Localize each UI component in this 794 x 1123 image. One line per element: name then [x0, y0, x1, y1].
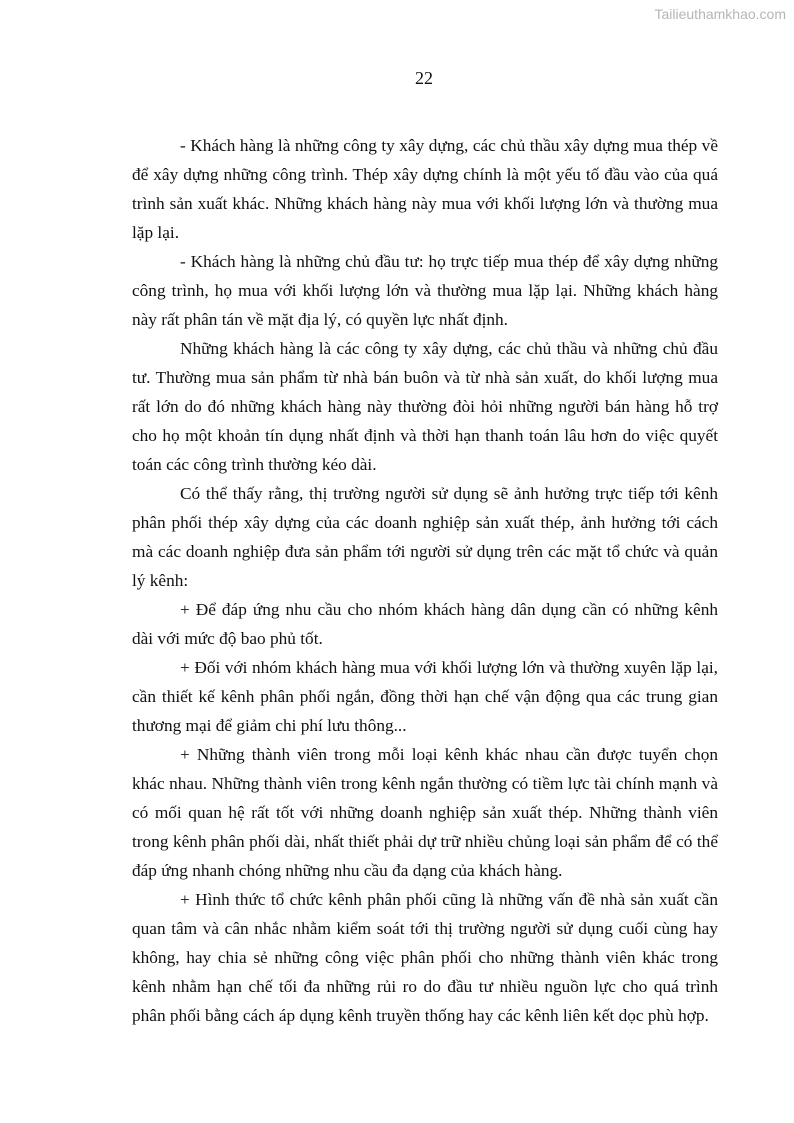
paragraph: - Khách hàng là những chủ đầu tư: họ trực tiếp mua thép để xây dựng những công trình, họ mua với khối lượng lớn và thường mua lặp lại. Những khách hàng này rất phân tán về mặt địa lý, có quyền lực nhất định.	[132, 252, 718, 329]
paragraph: + Hình thức tổ chức kênh phân phối cũng là những vấn đề nhà sản xuất cần quan tâm và cân nhắc nhằm kiểm soát tới thị trường người sử dụng cuối cùng hay không, hay chia sẻ những công việc phân phối cho những thành viên khác trong kênh nhằm hạn chế tối đa những rủi ro do đầu tư nhiều nguồn lực cho quá trình phân phối bằng cách áp dụng kênh truyền thống hay các kênh liên kết dọc phù hợp.	[132, 890, 718, 1025]
paragraph: Có thể thấy rằng, thị trường người sử dụng sẽ ảnh hưởng trực tiếp tới kênh phân phối thép xây dựng của các doanh nghiệp sản xuất thép, ảnh hưởng tới cách mà các doanh nghiệp đưa sản phẩm tới người sử dụng trên các mặt tổ chức và quản lý kênh:	[132, 484, 718, 590]
paragraph: + Để đáp ứng nhu cầu cho nhóm khách hàng dân dụng cần có những kênh dài với mức độ bao phủ tốt.	[132, 600, 718, 648]
paragraph: - Khách hàng là những công ty xây dựng, các chủ thầu xây dựng mua thép về để xây dựng những công trình. Thép xây dựng chính là một yếu tố đầu vào của quá trình sản xuất khác. Những khách hàng này mua với khối lượng lớn và thường mua lặp lại.	[132, 136, 718, 242]
document-body	[132, 131, 718, 1030]
watermark: Tailieuthamkhao.com	[654, 6, 786, 22]
paragraph: Những khách hàng là các công ty xây dựng, các chủ thầu và những chủ đầu tư. Thường mua sản phẩm từ nhà bán buôn và từ nhà sản xuất, do khối lượng mua rất lớn do đó những khách hàng này thường đòi hỏi những người bán hàng hỗ trợ cho họ một khoản tín dụng nhất định và thời hạn thanh toán lâu hơn do việc quyết toán các công trình thường kéo dài.	[132, 339, 718, 474]
paragraph: + Đối với nhóm khách hàng mua với khối lượng lớn và thường xuyên lặp lại, cần thiết kế kênh phân phối ngắn, đồng thời hạn chế vận động qua các trung gian thương mại để giảm chi phí lưu thông...	[132, 658, 718, 735]
page-number: 22	[415, 68, 433, 88]
paragraph: + Những thành viên trong mỗi loại kênh khác nhau cần được tuyển chọn khác nhau. Những thành viên trong kênh ngắn thường có tiềm lực tài chính mạnh và có mối quan hệ rất tốt với những doanh nghiệp sản xuất thép. Những thành viên trong kênh phân phối dài, nhất thiết phải dự trữ nhiều chủng loại sản phẩm để có thể đáp ứng nhanh chóng những nhu cầu đa dạng của khách hàng.	[132, 745, 718, 880]
